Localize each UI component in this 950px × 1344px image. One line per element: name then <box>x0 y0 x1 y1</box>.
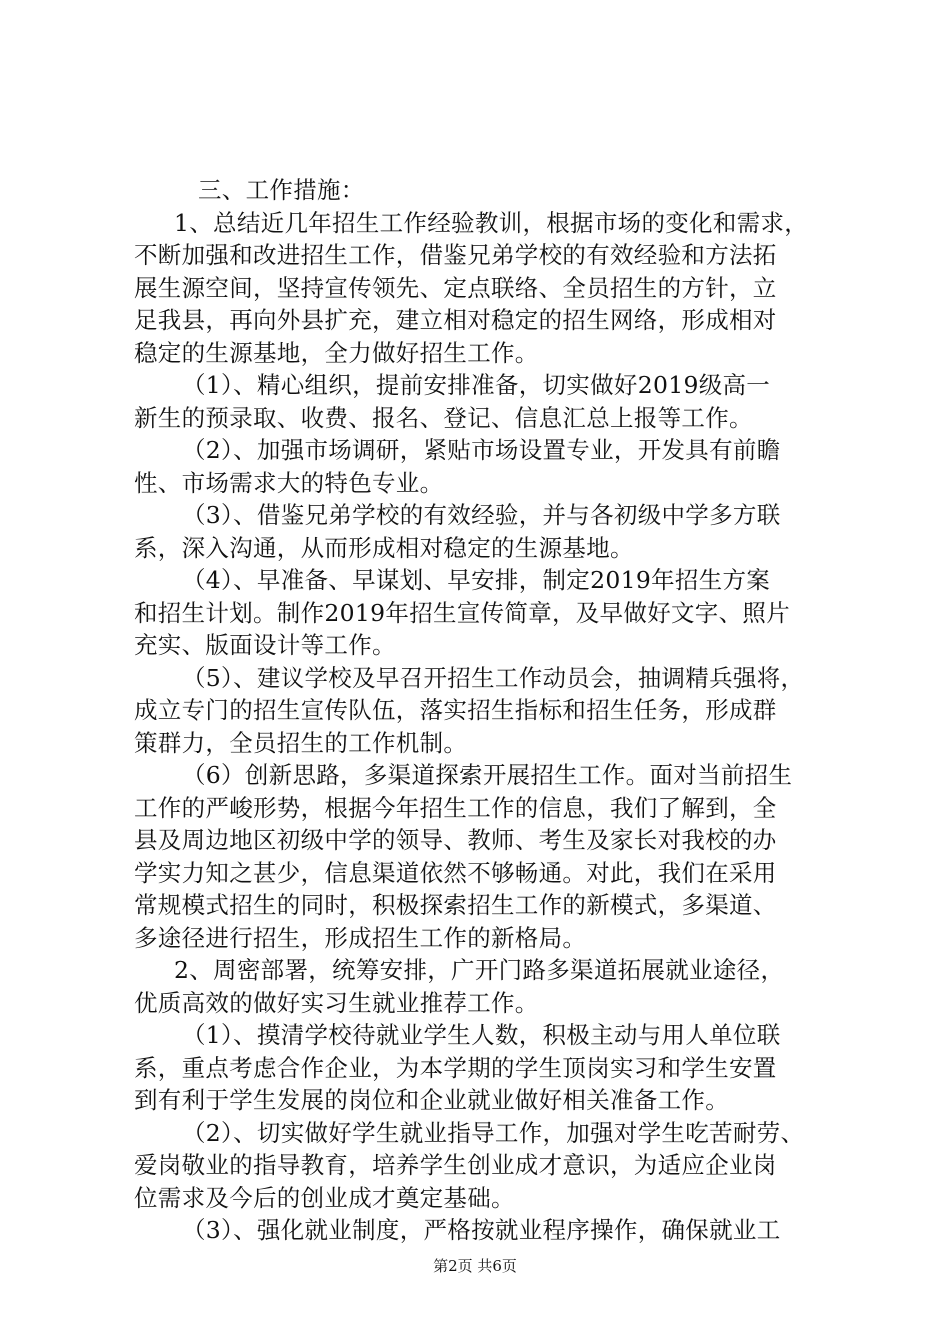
page-footer: 第2页 共6页 <box>433 1257 517 1275</box>
text-line: 常规模式招生的同时，积极探索招生工作的新模式，多渠道、 <box>134 891 777 919</box>
text-line: 系，重点考虑合作企业，为本学期的学生顶岗实习和学生安置 <box>134 1053 777 1082</box>
text-line: 三、工作措施： <box>198 176 365 204</box>
text-line: （3）、借鉴兄弟学校的有效经验，并与各初级中学多方联 <box>182 501 781 529</box>
text-line: （6）创新思路，多渠道探索开展招生工作。面对当前招生 <box>182 761 793 789</box>
text-line: 展生源空间，坚持宣传领先、定点联络、全员招生的方针，立 <box>134 273 777 302</box>
body-text <box>134 174 834 1247</box>
text-line: 工作的严峻形势，根据今年招生工作的信息，我们了解到，全 <box>134 793 777 822</box>
text-line: 位需求及今后的创业成才奠定基础。 <box>134 1183 515 1212</box>
text-line: 充实、版面设计等工作。 <box>134 631 396 659</box>
text-line: 稳定的生源基地，全力做好招生工作。 <box>134 338 539 367</box>
text-line: （1）、精心组织，提前安排准备，切实做好2019级高一 <box>182 371 771 399</box>
text-line: 策群力，全员招生的工作机制。 <box>134 728 468 757</box>
text-line: 学实力知之甚少，信息渠道依然不够畅通。对此，我们在采用 <box>134 858 777 887</box>
text-line: （2）、切实做好学生就业指导工作，加强对学生吃苦耐劳、 <box>182 1118 805 1147</box>
text-line: （2）、加强市场调研，紧贴市场设置专业，开发具有前瞻 <box>182 436 781 464</box>
text-line: 多途径进行招生，形成招生工作的新格局。 <box>134 923 587 952</box>
text-line: 性、市场需求大的特色专业。 <box>134 468 444 497</box>
text-line: 成立专门的招生宣传队伍，落实招生指标和招生任务，形成群 <box>134 696 777 724</box>
text-line: 系，深入沟通，从而形成相对稳定的生源基地。 <box>134 533 634 562</box>
text-line: （5）、建议学校及早召开招生工作动员会，抽调精兵强将， <box>182 663 805 692</box>
text-line: 优质高效的做好实习生就业推荐工作。 <box>134 988 539 1017</box>
text-line: 不断加强和改进招生工作，借鉴兄弟学校的有效经验和方法拓 <box>134 241 777 269</box>
text-line: 到有利于学生发展的岗位和企业就业做好相关准备工作。 <box>134 1086 729 1114</box>
text-line: 县及周边地区初级中学的领导、教师、考生及家长对我校的办 <box>134 826 777 854</box>
text-line: 2、周密部署，统筹安排，广开门路多渠道拓展就业途径， <box>174 956 785 984</box>
text-line: 新生的预录取、收费、报名、登记、信息汇总上报等工作。 <box>134 403 753 432</box>
text-line: 足我县，再向外县扩充，建立相对稳定的招生网络，形成相对 <box>134 306 777 334</box>
text-line: （3）、强化就业制度，严格按就业程序操作，确保就业工 <box>182 1216 781 1244</box>
text-line: 1、总结近几年招生工作经验教训，根据市场的变化和需求， <box>174 208 809 237</box>
text-line: 和招生计划。制作2019年招生宣传简章，及早做好文字、照片 <box>134 598 791 627</box>
text-line: 爱岗敬业的指导教育，培养学生创业成才意识，为适应企业岗 <box>134 1151 777 1179</box>
text-line: （4）、早准备、早谋划、早安排，制定2019年招生方案 <box>182 566 771 594</box>
text-line: （1）、摸清学校待就业学生人数，积极主动与用人单位联 <box>182 1021 781 1049</box>
